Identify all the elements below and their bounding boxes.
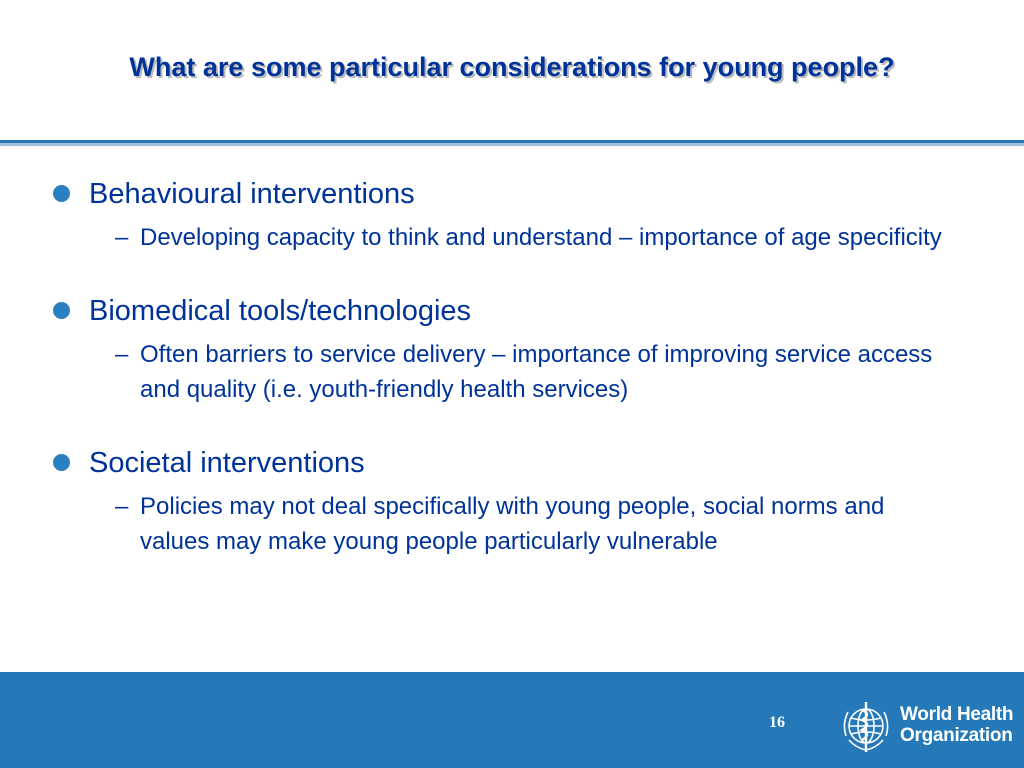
who-logo-text bbox=[900, 704, 1013, 746]
sub-bullet-text: Often barriers to service delivery – importance of improving service access and quality (i.e. youth-friendly health services) bbox=[140, 341, 933, 403]
bullet-item bbox=[53, 174, 973, 214]
sub-bullet-text: Policies may not deal specifically with young people, social norms and values may make young people particularly vulnerable bbox=[140, 493, 885, 555]
page-number: 16 bbox=[769, 714, 785, 731]
sub-bullet-item bbox=[115, 489, 960, 559]
dash-marker: – bbox=[115, 341, 129, 368]
logo-line-2: Organization bbox=[900, 725, 1013, 746]
sub-bullet-item bbox=[115, 220, 960, 255]
bullet-heading: Societal interventions bbox=[89, 447, 365, 479]
bullet-group-biomedical bbox=[53, 291, 973, 407]
who-emblem-icon bbox=[836, 696, 896, 756]
bullet-heading: Behavioural interventions bbox=[89, 178, 415, 210]
dash-marker: – bbox=[115, 493, 129, 520]
bullet-group-behavioural bbox=[53, 174, 973, 255]
slide-body bbox=[53, 174, 973, 595]
bullet-dot-icon bbox=[53, 454, 70, 471]
sub-bullet-text: Developing capacity to think and understand – importance of age specificity bbox=[140, 224, 942, 251]
sub-bullet-item bbox=[115, 337, 960, 407]
bullet-group-societal bbox=[53, 443, 973, 559]
bullet-item bbox=[53, 291, 973, 331]
slide-title: What are some particular considerations for young people? bbox=[129, 52, 895, 82]
bullet-heading: Biomedical tools/technologies bbox=[89, 295, 472, 327]
bullet-dot-icon bbox=[53, 302, 70, 319]
logo-line-1: World Health bbox=[900, 704, 1014, 725]
title-divider-shadow bbox=[0, 143, 1024, 146]
bullet-dot-icon bbox=[53, 185, 70, 202]
bullet-item bbox=[53, 443, 973, 483]
dash-marker: – bbox=[115, 224, 129, 251]
